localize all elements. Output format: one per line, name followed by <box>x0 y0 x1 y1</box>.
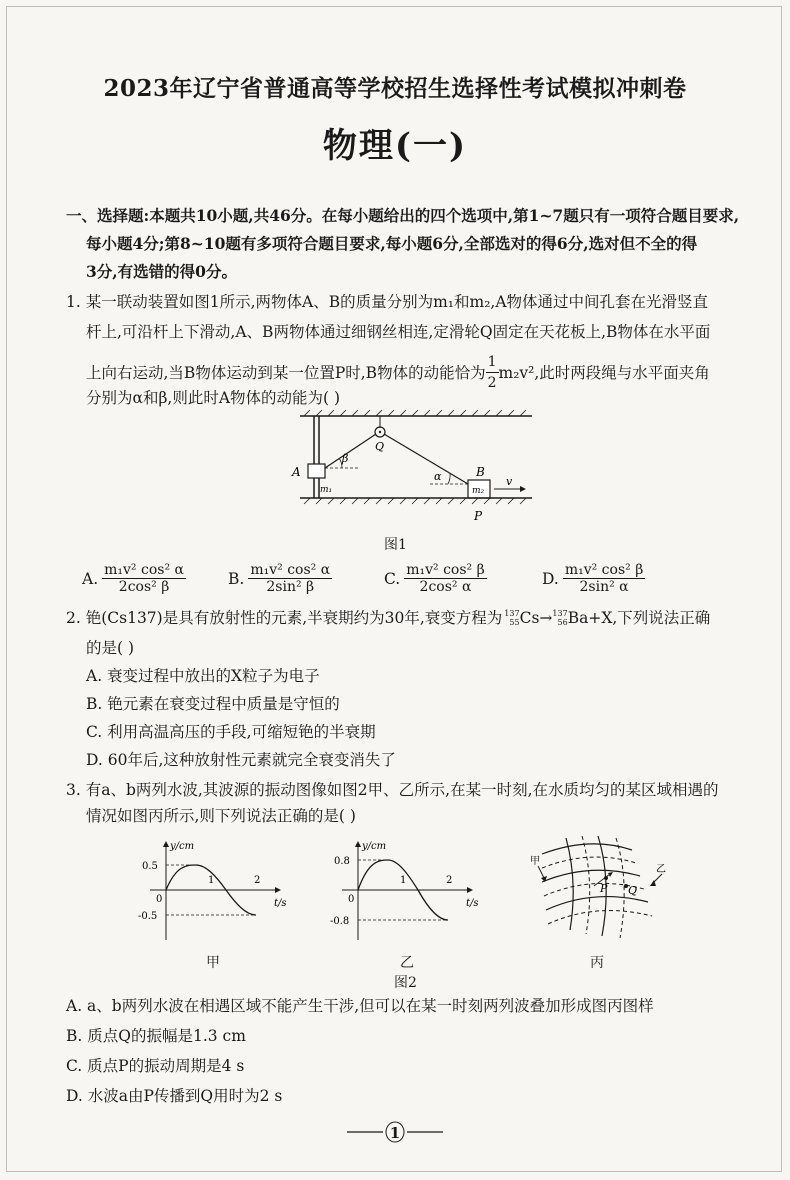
bing-label-P: P <box>600 882 608 895</box>
q1-line2: 杆上,可沿杆上下滑动,A、B两物体通过细钢丝相连,定滑轮Q固定在天花板上,B物体在水平面 <box>86 323 711 341</box>
q2-cs-mass: 137 <box>504 609 520 618</box>
q1-option-d-den: 2sin² α <box>579 579 629 595</box>
section1-line1: 一、选择题:本题共10小题,共46分。在每小题给出的四个选项中,第1~7题只有一项符合题目要求, <box>66 206 740 225</box>
q3-line2: 情况如图丙所示,则下列说法正确的是( ) <box>86 807 356 825</box>
q2-option-c: C. 利用高温高压的手段,可缩短铯的半衰期 <box>86 723 376 741</box>
q2-plus-x: +X <box>588 609 613 627</box>
subject-title: 物理(一) <box>322 126 468 166</box>
q3-option-b: B. 质点Q的振幅是1.3 cm <box>66 1027 246 1045</box>
section1-line2: 每小题4分;第8~10题有多项符合题目要求,每小题6分,全部选对的得6分,选对但不全的得 <box>86 234 698 253</box>
q3-option-c: C. 质点P的振动周期是4 s <box>66 1057 245 1075</box>
q3-option-d: D. 水波a由P传播到Q用时为2 s <box>66 1087 283 1105</box>
exam-title: 2023年辽宁省普通高等学校招生选择性考试模拟冲刺卷 <box>103 75 687 102</box>
q1-half-fraction <box>486 352 499 393</box>
graph-jia-amp-pos: 0.5 <box>142 861 158 872</box>
q2-line1-end: ,下列说法正确 <box>612 609 711 627</box>
q2-cs-z: 55 <box>509 618 520 627</box>
q1-line3-start: 上向右运动,当B物体运动到某一位置P时,B物体的动能恰为 <box>86 363 486 382</box>
graph-jia-origin: 0 <box>156 894 163 905</box>
q2-option-a: A. 衰变过程中放出的X粒子为电子 <box>86 667 320 685</box>
q1-option-d-fraction <box>563 562 645 595</box>
graph-yi-xlabel: t/s <box>466 898 479 909</box>
q1-option-b <box>228 562 332 595</box>
graph-jia-ylabel: y/cm <box>170 841 195 852</box>
q1-option-d <box>542 562 645 595</box>
q3-option-a: A. a、b两列水波在相遇区域不能产生干涉,但可以在某一时刻两列波叠加形成图丙图样 <box>66 997 654 1015</box>
q2-ba-nuclide-numbers <box>552 609 567 627</box>
graph-jia-t1: 1 <box>208 875 215 886</box>
q1-option-a-den: 2cos² β <box>118 579 170 595</box>
q2-line2: 的是( ) <box>86 639 135 657</box>
graph-jia-t2: 2 <box>254 875 261 886</box>
q1-option-d-num: m₁v² cos² β <box>564 562 644 578</box>
figure1-caption: 图1 <box>384 537 407 553</box>
q2-cs-symbol: Cs <box>519 609 540 627</box>
graph-jia <box>130 836 300 946</box>
fig1-label-beta: β <box>342 452 349 465</box>
q2-option-b: B. 铯元素在衰变过程中质量是守恒的 <box>86 695 340 713</box>
q1-half-den: 2 <box>487 375 497 391</box>
graph-jia-label: 甲 <box>206 955 220 971</box>
bing-label-Q: Q <box>628 884 638 897</box>
graph-bing-label: 丙 <box>590 955 604 971</box>
q1-line3-end: m₂v²,此时两段绳与水平面夹角 <box>498 363 710 382</box>
graph-yi-t2: 2 <box>446 875 453 886</box>
fig1-label-B: B <box>476 465 485 479</box>
q1-option-a-num: m₁v² cos² α <box>104 562 184 578</box>
graph-yi-ylabel: y/cm <box>362 841 387 852</box>
fig1-label-alpha: α <box>434 470 442 483</box>
fig1-label-Q: Q <box>375 440 385 453</box>
q1-option-b-fraction <box>248 562 332 595</box>
q1-option-c-den: 2cos² α <box>419 579 472 595</box>
q1-option-c <box>384 562 487 595</box>
q2-ba-symbol: Ba <box>567 609 589 627</box>
q2-line1-start: 2. 铯(Cs137)是具有放射性的元素,半衰期约为30年,衰变方程为 <box>66 609 503 627</box>
graph-yi-amp-pos: 0.8 <box>334 856 350 867</box>
page-number: 1 <box>389 1124 401 1142</box>
fig1-label-v: v <box>506 475 513 488</box>
q1-option-a-letter: A. <box>82 569 99 588</box>
graph-jia-amp-neg: -0.5 <box>138 911 158 922</box>
q1-line4: 分别为α和β,则此时A物体的动能为( ) <box>86 389 341 407</box>
q1-option-d-letter: D. <box>542 569 559 588</box>
section1-line3: 3分,有选错的得0分。 <box>86 262 237 281</box>
q1-line1: 1. 某一联动装置如图1所示,两物体A、B的质量分别为m₁和m₂,A物体通过中间孔套在光滑竖直 <box>66 293 709 311</box>
q2-line1 <box>66 608 710 628</box>
q2-cs-nuclide-numbers <box>504 609 519 627</box>
graph-yi-label: 乙 <box>400 955 414 971</box>
q2-arrow: → <box>539 609 553 627</box>
q1-option-b-num: m₁v² cos² α <box>250 562 331 578</box>
q2-ba-mass: 137 <box>552 609 568 618</box>
graph-yi-origin: 0 <box>348 894 355 905</box>
graph-yi-t1: 1 <box>400 875 407 886</box>
fig1-label-A: A <box>292 465 301 479</box>
q1-option-b-letter: B. <box>228 569 245 588</box>
bing-label-jia: 甲 <box>530 856 540 867</box>
q2-ba-z: 56 <box>557 618 568 627</box>
q1-option-a-fraction <box>102 562 186 595</box>
graph-jia-xlabel: t/s <box>274 898 287 909</box>
q1-option-c-num: m₁v² cos² β <box>406 562 485 578</box>
q3-line1: 3. 有a、b两列水波,其波源的振动图像如图2甲、乙所示,在某一时刻,在水质均匀的某区域相遇的 <box>66 781 719 799</box>
q1-half-num: 1 <box>486 352 499 373</box>
q1-option-a <box>82 562 186 595</box>
graph-bing-interference <box>520 832 670 952</box>
q2-option-d: D. 60年后,这种放射性元素就完全衰变消失了 <box>86 751 396 769</box>
bing-label-yi: 乙 <box>656 864 666 875</box>
fig1-label-m1: m₁ <box>320 485 333 495</box>
figure1-diagram <box>280 410 540 530</box>
graph-yi <box>322 836 492 946</box>
fig1-label-P: P <box>474 509 483 523</box>
q1-option-c-fraction <box>404 562 486 595</box>
q1-option-c-letter: C. <box>384 569 401 588</box>
q1-line3 <box>86 352 710 393</box>
fig1-label-m2: m₂ <box>472 486 485 496</box>
graph-yi-amp-neg: -0.8 <box>330 916 350 927</box>
q1-option-b-den: 2sin² β <box>266 579 315 595</box>
figure2-caption: 图2 <box>394 975 417 991</box>
